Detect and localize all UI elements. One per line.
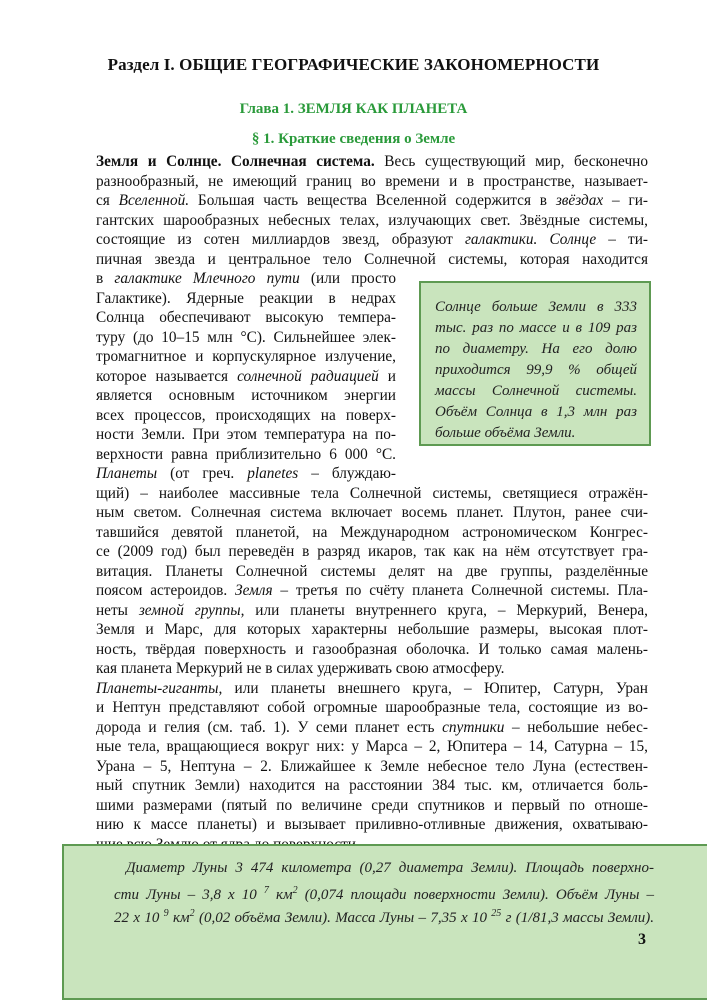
moon-fact-box [62,844,707,1000]
text-line: является основным источником энергии [96,387,396,404]
text-run: неты [96,601,139,619]
text-line [96,269,396,288]
text-run [537,231,549,248]
text-line [96,679,648,698]
text-run: (0,02 объёма Земли). Масса Луны – 7,35 х 10 [194,910,492,926]
text-line [96,230,648,249]
run-term: спутники [442,718,505,736]
chapter-title: Глава 1. ЗЕМЛЯ КАК ПЛАНЕТА [239,101,468,117]
text-line: се (2009 год) был переведён в разряд икаров, так как на нём отсутствует гра- [96,543,648,560]
run-term: Солнце [549,231,597,248]
text-line [96,367,396,386]
text-line [96,718,648,737]
exponent: 2 [292,885,298,896]
exponent: 7 [263,885,269,896]
text-run: км [168,910,190,926]
text-run: (0,074 площади поверхности Земли). Объём Луны – [297,887,654,903]
text-run: км [268,887,293,903]
text-line: тромагнитное и корпускулярное излучение, [96,348,396,365]
text-run: (от греч. [157,465,248,482]
text-run: или планеты внешнего круга, – Юпитер, Сатурн, Уран [222,679,648,697]
text-line: ный спутник Земли) находится на расстоянии 384 тыс. км, отличается боль- [96,777,648,794]
page-number: 3 [638,931,646,948]
moon-fact-line [114,904,654,928]
run-term: Вселенной. [118,192,190,209]
text-line: туру (до 10–15 млн °С). Сильнейшее элек- [96,328,396,346]
text-run: – ти- [596,231,649,248]
text-line: Урана – 5, Нептуна – 2. Ближайшее к Земле небесное тело Луна (естествен- [96,757,648,775]
text-line: ным светом. Солнечная система включает восемь планет. Плутон, ранее счи- [96,504,648,521]
text-line [96,464,396,483]
exponent: 9 [163,908,169,919]
text-line [96,191,648,210]
run-term: галактики. [464,231,538,248]
text-line [96,581,648,600]
moon-fact-line [114,881,654,905]
moon-fact-line: Диаметр Луны 3 474 километра (0,27 диаметра Земли). Площадь поверхно- [126,860,654,876]
text-run: поясом астероидов. [96,582,236,599]
text-run: – небольшие небес- [504,718,648,736]
text-line: ные тела, вращающиеся вокруг них: у Марса – 2, Юпитера – 14, Сатурна – 15, [96,738,648,755]
text-run: в [96,270,115,287]
run-term: Планеты-гиганты, [96,679,223,697]
run-term: земной группы, [138,601,245,619]
run-term-title: Земля и Солнце. Солнечная система. [96,153,375,170]
text-run: которое называется [96,367,238,385]
text-line: Земля и Марс, для которых характерны небольшие размеры, высокая плот- [96,621,648,638]
text-line: и Нептун представляют собой огромные шарообразные тела, состоящие из во- [96,699,648,716]
text-line: пичная звезда и центральное тело Солнечной системы, которая находится [96,250,648,268]
text-run: (или просто [299,270,396,287]
text-run: – блуждаю- [298,465,396,482]
text-line: ности Земли. При этом температура на по- [96,426,396,443]
text-run: Большая часть вещества Вселенной содержится в [189,192,556,209]
text-line: кая планета Меркурий не в силах удерживать свою атмосферу. [96,660,505,677]
run-term: звёздах [555,192,604,209]
text-line: шими размерами (пятый по величине среди спутников и первый по отноше- [96,796,648,814]
text-run: Весь существующий мир, бесконечно [374,153,648,170]
text-line: всех процессов, происходящих на поверх- [96,406,396,424]
text-line: нию к массе планеты) и вызывает приливно-отливные движения, охватываю- [96,816,648,833]
text-run: 22 х 10 [114,910,164,926]
text-line: Солнца обеспечивают высокую темпера- [96,309,396,326]
exponent: 2 [189,908,195,919]
paragraph-title: § 1. Краткие сведения о Земле [251,131,456,147]
text-run: состоящие из сотен миллиардов звезд, образуют [96,231,465,248]
text-line: гантских шарообразных небесных телах, излучающих свет. Звёздные системы, [96,211,648,229]
run-term: солнечной радиацией [237,367,379,385]
section-title: Раздел I. ОБЩИЕ ГЕОГРАФИЧЕСКИЕ ЗАКОНОМЕРНОСТИ [107,55,600,74]
text-run: г (1/81,3 массы Земли). [501,910,654,926]
text-line [96,601,648,620]
text-run: или планеты внутреннего круга, – Меркурий, Венера, [244,601,649,619]
text-line: верхности равна приблизительно 6 000 °С. [96,445,396,463]
text-run: ся [96,192,119,209]
text-line: тавшийся девятой планетой, на Международном астрономическом Конгрес- [96,523,648,541]
text-line: ность, твёрдая поверхность и газообразная оболочка. И только самая малень- [96,640,648,658]
sun-fact-text: Солнце больше Земли в 333 тыс. раз по массе и в 109 раз по диаметру. На его долю приходится 99,9 % общей массы Солнечной системы. Объём Солнца в 1,3 млн раз больше объёма Земли. [435,299,637,441]
run-term: planetes [247,465,299,482]
text-run: – ги- [603,192,648,209]
text-run: – третья по счёту планета Солнечной системы. Пла- [272,582,648,599]
text-run: дорода и гелия (см. таб. 1). У семи планет есть [96,718,443,736]
text-line: щий) – наиболее массивные тела Солнечной системы, светящиеся отражён- [96,484,648,502]
text-line: разнообразный, не имеющий границ во времени и в пространстве, называет- [96,172,648,190]
text-line [96,152,648,171]
run-term: галактике Млечного пути [114,270,300,287]
run-term: Планеты [96,465,158,482]
text-run: и [378,367,396,385]
text-line: витация. Планеты Солнечной системы делят на две группы, разделённые [96,562,648,580]
run-term: Земля [235,582,273,599]
text-run: сти Луны – 3,8 х 10 [114,887,264,903]
text-line: Галактике). Ядерные реакции в недрах [96,289,396,307]
sun-fact-box [419,281,651,446]
exponent: 25 [491,908,502,919]
